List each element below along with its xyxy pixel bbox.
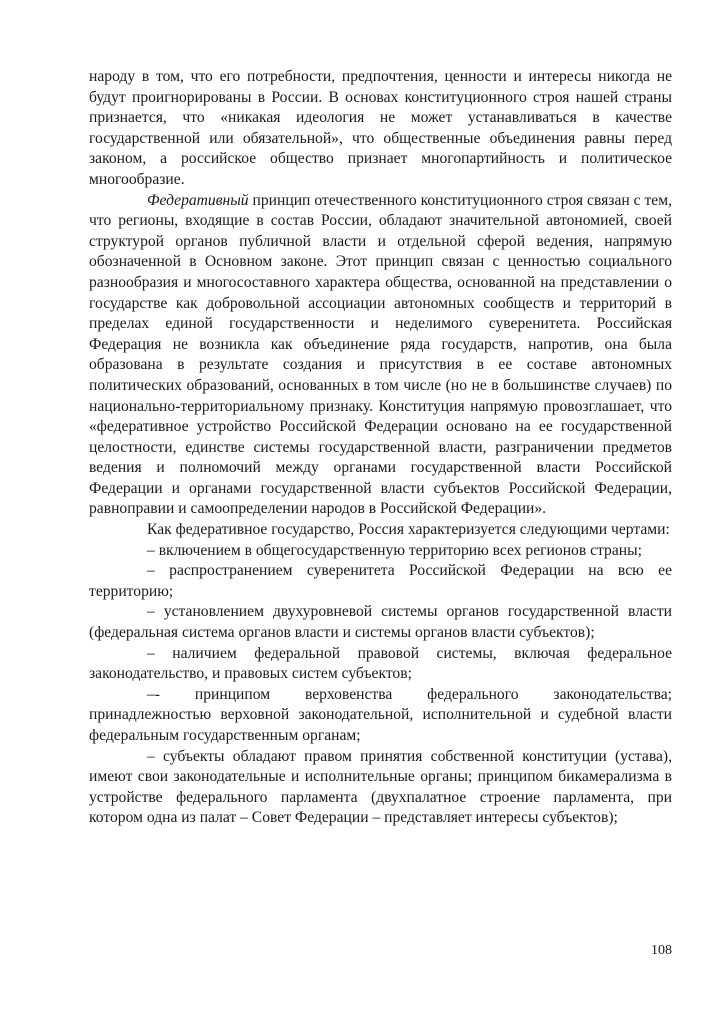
paragraph-features-intro: Как федеративное государство, Россия характеризуется следующими чертами: [147, 521, 670, 539]
paragraph-federal-principle [89, 191, 672, 521]
list-item: –- принципом верховенства федерального законодательства; принадлежностью верховной законодательной, исполнительной и судебной власти федеральным государственным органам; [89, 685, 672, 744]
italic-term: Федеративный [147, 191, 249, 209]
list-item: – наличием федеральной правовой системы, включая федеральное законодательство, и правовых систем субъектов; [89, 644, 672, 683]
list-item: – включением в общегосударственную территорию всех регионов страны; [147, 541, 642, 559]
list-item: – установлением двухуровневой системы органов государственной власти (федеральная система органов власти и системы органов власти субъектов); [89, 603, 672, 642]
paragraph-continuation: народу в том, что его потребности, предпочтения, ценности и интересы никогда не будут проигнорированы в России. В основах конституционного строя нашей страны признается, что «никакая идеология не может устанавливаться в качестве государственной или обязательной», что общественные объединения равны перед законом, а российское общество признает многопартийность и политическое многообразие. [89, 68, 672, 188]
page-number: 108 [651, 943, 672, 958]
body-text [89, 67, 672, 829]
paragraph-text: принцип отечественного конституционного строя связан с тем, что регионы, входящие в состав России, обладают значительной автономией, своей структурой органов публичной власти и отдельной сферой ведения, напрямую обозначенной в Основном законе. Этот принцип связан с ценностью социального разнообразия и многосоставного характера общества, основанной на представлении о государстве как добровольной ассоциации автономных сообществ и территорий в пределах единой государственности и неделимого суверенитета. Российская Федерация не возникла как объединение ряда государств, напротив, она была образована в результате создания и присутствия в ее составе автономных политических образований, основанных в том числе (но не в большинстве случаев) по национально-территориальному признаку. Конституция напрямую провозглашает, что «федеративное устройство Российской Федерации основано на ее государственной целостности, единстве системы государственной власти, разграничении предметов ведения и полномочий между органами государственной власти Российской Федерации и органами государственной власти субъектов Российской Федерации, равноправии и самоопределении народов в Российской Федерации». [89, 191, 672, 518]
list-item: – распространением суверенитета Российской Федерации на всю ее территорию; [89, 562, 672, 600]
list-item: – субъекты обладают правом принятия собственной конституции (устава), имеют свои законодательные и исполнительные органы; принципом бикамерализма в устройстве федерального парламента (двухпалатное строение парламента, при котором одна из палат – Совет Федерации – представляет интересы субъектов); [89, 747, 672, 827]
